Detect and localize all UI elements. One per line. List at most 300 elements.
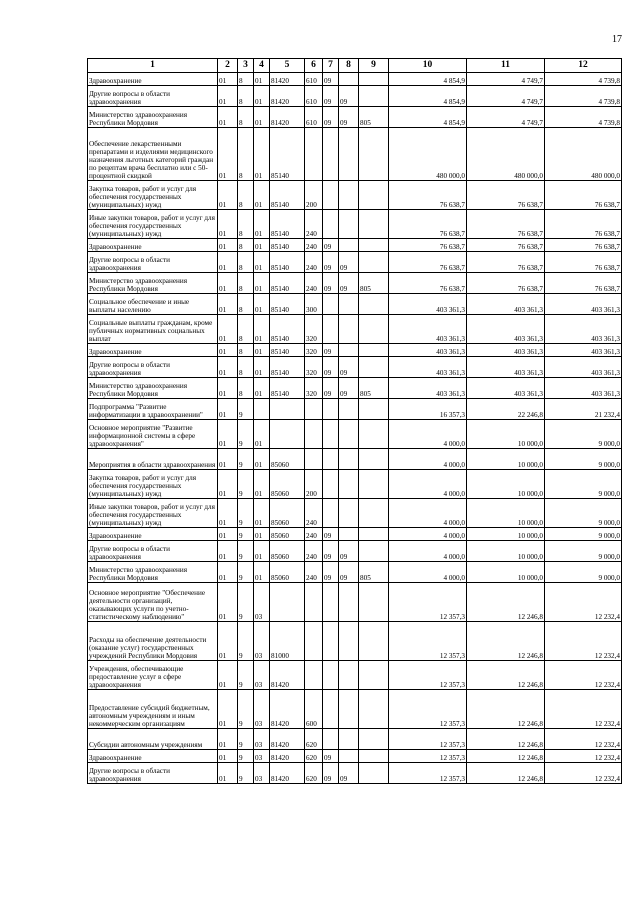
col-12-amount: 403 361,3 <box>545 344 622 357</box>
column-header: 5 <box>270 59 305 73</box>
col-12-amount: 403 361,3 <box>545 378 622 399</box>
col-8-code <box>339 294 359 315</box>
table-row <box>88 499 622 528</box>
column-header: 10 <box>389 59 467 73</box>
col-11-amount: 12 246,8 <box>467 661 545 690</box>
col-9-code <box>359 294 389 315</box>
col-7-code: 09 <box>323 86 339 107</box>
col-8-code <box>339 499 359 528</box>
col-3-code: 9 <box>238 583 254 622</box>
col-6-code: 610 <box>305 86 323 107</box>
col-6-code: 200 <box>305 470 323 499</box>
col-11-amount: 76 638,7 <box>467 273 545 294</box>
page-number: 17 <box>612 34 622 45</box>
col-11-amount: 403 361,3 <box>467 294 545 315</box>
row-name: Иные закупки товаров, работ и услуг для обеспечения государственных (муниципальных) нужд <box>88 210 218 239</box>
col-5-code: 85140 <box>270 294 305 315</box>
col-7-code <box>323 315 339 344</box>
col-2-code: 01 <box>218 128 238 181</box>
col-7-code: 09 <box>323 357 339 378</box>
col-11-amount: 76 638,7 <box>467 252 545 273</box>
table-row <box>88 729 622 750</box>
col-2-code: 01 <box>218 499 238 528</box>
col-12-amount: 76 638,7 <box>545 239 622 252</box>
col-3-code: 8 <box>238 86 254 107</box>
col-12-amount: 403 361,3 <box>545 294 622 315</box>
col-3-code: 9 <box>238 449 254 470</box>
col-12-amount: 9 000,0 <box>545 528 622 541</box>
col-6-code <box>305 449 323 470</box>
table-row <box>88 420 622 449</box>
col-2-code: 01 <box>218 107 238 128</box>
col-7-code <box>323 294 339 315</box>
col-8-code: 09 <box>339 562 359 583</box>
col-8-code: 09 <box>339 357 359 378</box>
col-6-code: 200 <box>305 181 323 210</box>
col-5-code: 85060 <box>270 470 305 499</box>
col-3-code: 8 <box>238 294 254 315</box>
col-11-amount: 12 246,8 <box>467 750 545 763</box>
col-8-code <box>339 420 359 449</box>
col-12-amount: 403 361,3 <box>545 315 622 344</box>
col-5-code: 81420 <box>270 763 305 784</box>
row-name: Здравоохранение <box>88 344 218 357</box>
col-7-code <box>323 181 339 210</box>
col-3-code: 8 <box>238 252 254 273</box>
col-12-amount: 4 739,8 <box>545 107 622 128</box>
col-7-code: 09 <box>323 528 339 541</box>
col-3-code: 9 <box>238 470 254 499</box>
col-6-code <box>305 661 323 690</box>
row-name: Другие вопросы в области здравоохранения <box>88 763 218 784</box>
col-11-amount: 403 361,3 <box>467 357 545 378</box>
table-row <box>88 622 622 661</box>
col-4-code: 01 <box>254 239 270 252</box>
col-8-code: 09 <box>339 107 359 128</box>
col-5-code: 85140 <box>270 181 305 210</box>
col-7-code: 09 <box>323 378 339 399</box>
col-9-code <box>359 86 389 107</box>
table-row <box>88 210 622 239</box>
col-5-code: 85140 <box>270 210 305 239</box>
col-11-amount: 403 361,3 <box>467 315 545 344</box>
col-3-code: 8 <box>238 378 254 399</box>
col-4-code: 01 <box>254 210 270 239</box>
table-row <box>88 294 622 315</box>
col-5-code: 81000 <box>270 622 305 661</box>
col-9-code <box>359 181 389 210</box>
col-4-code: 01 <box>254 344 270 357</box>
col-6-code: 320 <box>305 357 323 378</box>
row-name: Здравоохранение <box>88 239 218 252</box>
col-10-amount: 480 000,0 <box>389 128 467 181</box>
col-8-code: 09 <box>339 273 359 294</box>
col-6-code: 320 <box>305 378 323 399</box>
col-10-amount: 403 361,3 <box>389 294 467 315</box>
row-name: Субсидии автономным учреждениям <box>88 729 218 750</box>
col-11-amount: 76 638,7 <box>467 210 545 239</box>
col-4-code: 03 <box>254 750 270 763</box>
col-12-amount: 9 000,0 <box>545 499 622 528</box>
col-10-amount: 76 638,7 <box>389 210 467 239</box>
col-10-amount: 12 357,3 <box>389 622 467 661</box>
col-6-code: 240 <box>305 562 323 583</box>
table-row <box>88 562 622 583</box>
col-12-amount: 76 638,7 <box>545 181 622 210</box>
col-7-code: 09 <box>323 252 339 273</box>
col-10-amount: 4 000,0 <box>389 499 467 528</box>
col-4-code: 01 <box>254 107 270 128</box>
table-row <box>88 86 622 107</box>
row-name: Министерство здравоохранения Республики Мордовия <box>88 562 218 583</box>
col-6-code: 620 <box>305 750 323 763</box>
col-2-code: 01 <box>218 690 238 729</box>
col-3-code: 8 <box>238 273 254 294</box>
col-9-code <box>359 690 389 729</box>
col-4-code: 01 <box>254 86 270 107</box>
col-5-code: 85140 <box>270 239 305 252</box>
col-9-code <box>359 420 389 449</box>
col-10-amount: 4 000,0 <box>389 470 467 499</box>
col-3-code: 9 <box>238 750 254 763</box>
col-9-code: 805 <box>359 562 389 583</box>
col-4-code: 03 <box>254 583 270 622</box>
col-3-code: 8 <box>238 357 254 378</box>
col-7-code: 09 <box>323 239 339 252</box>
col-10-amount: 12 357,3 <box>389 750 467 763</box>
col-3-code: 9 <box>238 763 254 784</box>
col-12-amount: 12 232,4 <box>545 661 622 690</box>
col-6-code <box>305 420 323 449</box>
col-2-code: 01 <box>218 622 238 661</box>
col-2-code: 01 <box>218 449 238 470</box>
col-6-code: 240 <box>305 541 323 562</box>
col-7-code <box>323 729 339 750</box>
col-6-code: 240 <box>305 499 323 528</box>
column-header: 11 <box>467 59 545 73</box>
col-8-code <box>339 661 359 690</box>
col-8-code: 09 <box>339 252 359 273</box>
col-5-code <box>270 399 305 420</box>
col-4-code: 01 <box>254 562 270 583</box>
col-7-code: 09 <box>323 562 339 583</box>
col-9-code <box>359 583 389 622</box>
column-header: 2 <box>218 59 238 73</box>
column-header: 6 <box>305 59 323 73</box>
col-5-code <box>270 583 305 622</box>
col-4-code: 03 <box>254 622 270 661</box>
col-4-code: 01 <box>254 252 270 273</box>
col-10-amount: 4 000,0 <box>389 420 467 449</box>
col-12-amount: 76 638,7 <box>545 273 622 294</box>
col-2-code: 01 <box>218 357 238 378</box>
col-12-amount: 4 739,8 <box>545 73 622 86</box>
row-name: Здравоохранение <box>88 73 218 86</box>
col-5-code: 81420 <box>270 661 305 690</box>
col-4-code: 01 <box>254 294 270 315</box>
col-5-code: 85060 <box>270 528 305 541</box>
col-6-code: 240 <box>305 528 323 541</box>
col-5-code: 85140 <box>270 378 305 399</box>
col-5-code: 85140 <box>270 252 305 273</box>
table-row <box>88 541 622 562</box>
col-11-amount: 10 000,0 <box>467 470 545 499</box>
col-11-amount: 12 246,8 <box>467 622 545 661</box>
col-5-code: 81420 <box>270 73 305 86</box>
col-11-amount: 12 246,8 <box>467 583 545 622</box>
col-4-code <box>254 399 270 420</box>
col-12-amount: 9 000,0 <box>545 420 622 449</box>
col-10-amount: 12 357,3 <box>389 661 467 690</box>
col-2-code: 01 <box>218 273 238 294</box>
col-10-amount: 4 854,9 <box>389 86 467 107</box>
col-5-code: 81420 <box>270 690 305 729</box>
col-2-code: 01 <box>218 470 238 499</box>
col-8-code: 09 <box>339 86 359 107</box>
column-header: 3 <box>238 59 254 73</box>
col-4-code: 01 <box>254 357 270 378</box>
col-2-code: 01 <box>218 729 238 750</box>
col-6-code: 320 <box>305 344 323 357</box>
table-row <box>88 583 622 622</box>
col-11-amount: 403 361,3 <box>467 344 545 357</box>
col-4-code: 01 <box>254 541 270 562</box>
col-3-code: 9 <box>238 661 254 690</box>
col-9-code <box>359 210 389 239</box>
col-3-code: 8 <box>238 344 254 357</box>
table-row <box>88 470 622 499</box>
col-2-code: 01 <box>218 181 238 210</box>
col-10-amount: 4 854,9 <box>389 73 467 86</box>
row-name: Подпрограмма "Развитие информатизации в здравоохранении" <box>88 399 218 420</box>
col-4-code: 01 <box>254 470 270 499</box>
col-4-code: 01 <box>254 315 270 344</box>
col-6-code <box>305 622 323 661</box>
col-12-amount: 9 000,0 <box>545 541 622 562</box>
col-9-code <box>359 763 389 784</box>
col-2-code: 01 <box>218 750 238 763</box>
col-8-code: 09 <box>339 541 359 562</box>
table-row <box>88 690 622 729</box>
col-12-amount: 12 232,4 <box>545 622 622 661</box>
col-9-code <box>359 528 389 541</box>
table-row <box>88 750 622 763</box>
table-row <box>88 661 622 690</box>
col-8-code <box>339 239 359 252</box>
col-7-code <box>323 470 339 499</box>
row-name: Учреждения, обеспечивающие предоставление услуг в сфере здравоохранения <box>88 661 218 690</box>
col-5-code: 85060 <box>270 449 305 470</box>
table-row <box>88 763 622 784</box>
col-12-amount: 12 232,4 <box>545 729 622 750</box>
col-3-code: 9 <box>238 420 254 449</box>
col-2-code: 01 <box>218 294 238 315</box>
row-name: Мероприятия в области здравоохранения <box>88 449 218 470</box>
col-9-code <box>359 239 389 252</box>
col-3-code: 9 <box>238 541 254 562</box>
col-8-code <box>339 750 359 763</box>
col-8-code <box>339 528 359 541</box>
col-11-amount: 12 246,8 <box>467 763 545 784</box>
col-9-code <box>359 73 389 86</box>
col-11-amount: 10 000,0 <box>467 541 545 562</box>
col-6-code: 320 <box>305 315 323 344</box>
col-12-amount: 9 000,0 <box>545 449 622 470</box>
col-8-code <box>339 622 359 661</box>
col-2-code: 01 <box>218 528 238 541</box>
col-3-code: 9 <box>238 729 254 750</box>
col-9-code <box>359 399 389 420</box>
col-9-code: 805 <box>359 378 389 399</box>
table-row <box>88 449 622 470</box>
col-9-code <box>359 750 389 763</box>
col-7-code <box>323 128 339 181</box>
col-4-code: 03 <box>254 661 270 690</box>
col-8-code <box>339 449 359 470</box>
row-name: Основное мероприятие "Развитие информационной системы в сфере здравоохранения" <box>88 420 218 449</box>
col-4-code: 03 <box>254 690 270 729</box>
col-12-amount: 403 361,3 <box>545 357 622 378</box>
col-11-amount: 4 749,7 <box>467 107 545 128</box>
col-5-code: 81420 <box>270 729 305 750</box>
col-10-amount: 4 000,0 <box>389 541 467 562</box>
col-8-code: 09 <box>339 763 359 784</box>
col-2-code: 01 <box>218 541 238 562</box>
col-3-code: 8 <box>238 315 254 344</box>
col-5-code: 85060 <box>270 499 305 528</box>
col-2-code: 01 <box>218 420 238 449</box>
row-name: Министерство здравоохранения Республики Мордовия <box>88 107 218 128</box>
row-name: Другие вопросы в области здравоохранения <box>88 357 218 378</box>
row-name: Расходы на обеспечение деятельности (оказание услуг) государственных учреждений Республики Мордовия <box>88 622 218 661</box>
col-6-code: 300 <box>305 294 323 315</box>
col-2-code: 01 <box>218 763 238 784</box>
col-4-code: 01 <box>254 273 270 294</box>
col-4-code: 01 <box>254 528 270 541</box>
col-3-code: 8 <box>238 210 254 239</box>
col-12-amount: 480 000,0 <box>545 128 622 181</box>
col-8-code <box>339 315 359 344</box>
col-10-amount: 12 357,3 <box>389 583 467 622</box>
col-6-code: 240 <box>305 239 323 252</box>
row-name: Иные закупки товаров, работ и услуг для обеспечения государственных (муниципальных) нужд <box>88 499 218 528</box>
col-9-code <box>359 357 389 378</box>
col-7-code <box>323 420 339 449</box>
table-row <box>88 181 622 210</box>
col-7-code <box>323 583 339 622</box>
col-3-code: 9 <box>238 528 254 541</box>
col-10-amount: 4 000,0 <box>389 562 467 583</box>
budget-table <box>87 58 622 784</box>
col-10-amount: 4 000,0 <box>389 449 467 470</box>
row-name: Закупка товаров, работ и услуг для обеспечения государственных (муниципальных) нужд <box>88 470 218 499</box>
col-4-code: 01 <box>254 449 270 470</box>
col-10-amount: 76 638,7 <box>389 273 467 294</box>
col-12-amount: 12 232,4 <box>545 763 622 784</box>
col-7-code: 09 <box>323 107 339 128</box>
col-9-code <box>359 344 389 357</box>
col-7-code: 09 <box>323 73 339 86</box>
col-11-amount: 10 000,0 <box>467 420 545 449</box>
col-7-code: 09 <box>323 273 339 294</box>
row-name: Социальные выплаты гражданам, кроме публичных нормативных социальных выплат <box>88 315 218 344</box>
col-6-code: 240 <box>305 252 323 273</box>
col-3-code: 8 <box>238 128 254 181</box>
col-2-code: 01 <box>218 344 238 357</box>
table-row <box>88 73 622 86</box>
col-12-amount: 12 232,4 <box>545 690 622 729</box>
col-12-amount: 4 739,8 <box>545 86 622 107</box>
col-8-code <box>339 729 359 750</box>
col-10-amount: 12 357,3 <box>389 729 467 750</box>
column-header: 1 <box>88 59 218 73</box>
col-5-code: 85140 <box>270 357 305 378</box>
col-9-code <box>359 499 389 528</box>
col-3-code: 8 <box>238 181 254 210</box>
col-6-code: 610 <box>305 73 323 86</box>
col-12-amount: 76 638,7 <box>545 210 622 239</box>
col-12-amount: 21 232,4 <box>545 399 622 420</box>
col-8-code <box>339 399 359 420</box>
col-7-code <box>323 449 339 470</box>
col-7-code <box>323 622 339 661</box>
column-header: 8 <box>339 59 359 73</box>
col-2-code: 01 <box>218 315 238 344</box>
col-7-code <box>323 210 339 239</box>
column-header: 4 <box>254 59 270 73</box>
col-9-code <box>359 622 389 661</box>
row-name: Обеспечение лекарственными препаратами и изделиями медицинского назначения льготных категорий граждан по рецептам врача бесплатно или с 50-процентной скидкой <box>88 128 218 181</box>
col-8-code <box>339 344 359 357</box>
col-12-amount: 9 000,0 <box>545 562 622 583</box>
col-10-amount: 403 361,3 <box>389 357 467 378</box>
col-7-code <box>323 690 339 729</box>
column-header: 12 <box>545 59 622 73</box>
row-name: Здравоохранение <box>88 528 218 541</box>
col-4-code: 03 <box>254 729 270 750</box>
col-10-amount: 76 638,7 <box>389 252 467 273</box>
col-11-amount: 76 638,7 <box>467 181 545 210</box>
col-11-amount: 10 000,0 <box>467 528 545 541</box>
col-10-amount: 76 638,7 <box>389 181 467 210</box>
col-5-code: 85140 <box>270 344 305 357</box>
col-8-code: 09 <box>339 378 359 399</box>
col-7-code: 09 <box>323 541 339 562</box>
col-4-code: 01 <box>254 420 270 449</box>
col-3-code: 9 <box>238 690 254 729</box>
col-2-code: 01 <box>218 239 238 252</box>
col-7-code <box>323 499 339 528</box>
col-11-amount: 10 000,0 <box>467 499 545 528</box>
col-6-code: 240 <box>305 210 323 239</box>
col-8-code <box>339 73 359 86</box>
row-name: Основное мероприятие "Обеспечение деятельности организаций, оказывающих услуги по учетно-статистическому наблюдению" <box>88 583 218 622</box>
col-8-code <box>339 583 359 622</box>
col-11-amount: 12 246,8 <box>467 690 545 729</box>
col-2-code: 01 <box>218 661 238 690</box>
col-5-code: 85140 <box>270 273 305 294</box>
col-4-code: 01 <box>254 73 270 86</box>
col-10-amount: 403 361,3 <box>389 378 467 399</box>
col-9-code: 805 <box>359 273 389 294</box>
col-3-code: 8 <box>238 73 254 86</box>
col-2-code: 01 <box>218 399 238 420</box>
column-header: 7 <box>323 59 339 73</box>
col-10-amount: 4 854,9 <box>389 107 467 128</box>
col-12-amount: 9 000,0 <box>545 470 622 499</box>
col-8-code <box>339 210 359 239</box>
table-row <box>88 252 622 273</box>
